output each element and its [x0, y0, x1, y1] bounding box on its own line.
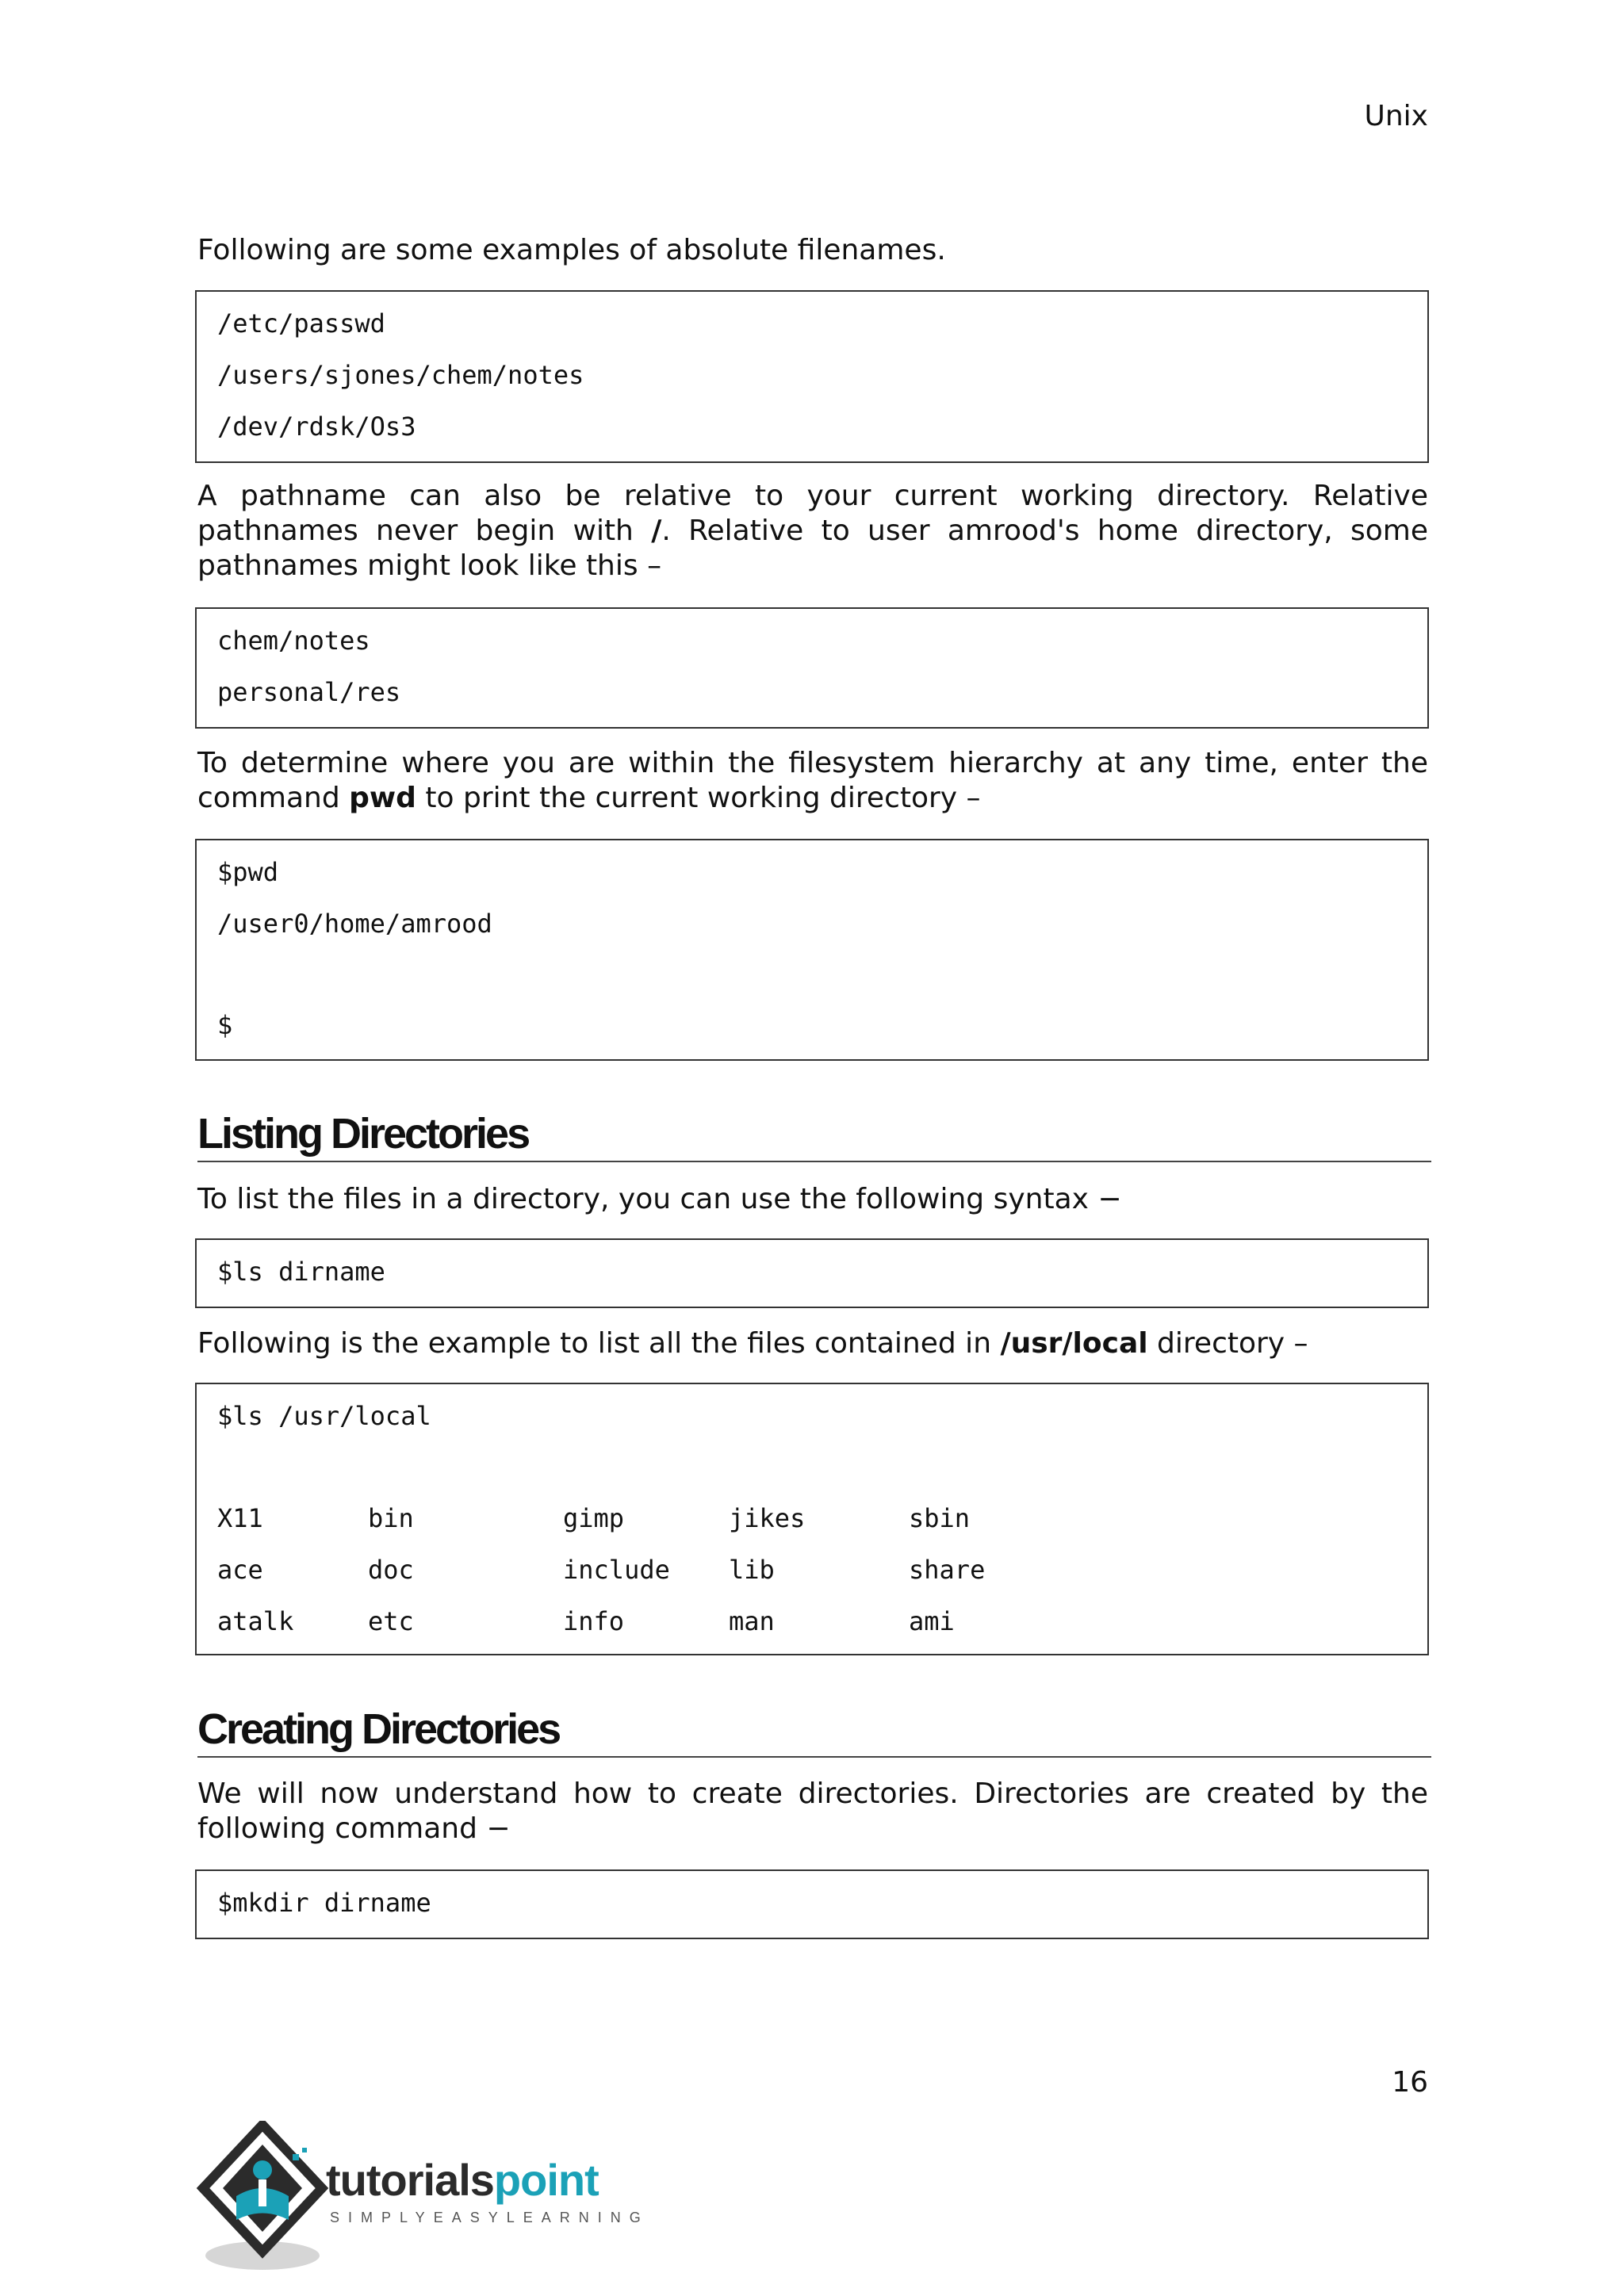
running-header: Unix: [1364, 100, 1428, 132]
code-block-ls-usr-local: [195, 1383, 1429, 1655]
intro-paragraph: Following are some examples of absolute filenames.: [197, 234, 946, 266]
section-heading-creating: Creating Directories: [197, 1705, 1431, 1758]
code-block-absolute-paths: [195, 290, 1429, 463]
listing-cell: X11: [217, 1503, 263, 1533]
listing-cell: man: [729, 1606, 775, 1636]
pwd-paragraph: To determine where you are within the filesystem hierarchy at any time, enter the command pwd to print the current working directory –: [197, 747, 1428, 814]
listing-cell: ami: [909, 1606, 955, 1636]
page-number: 16: [1392, 2066, 1428, 2099]
listing-cell: gimp: [563, 1503, 625, 1533]
listing-row: [217, 1503, 1010, 1535]
code-line: $ls dirname: [217, 1257, 385, 1287]
listing-cell: atalk: [217, 1606, 294, 1636]
code-block-relative-paths: [195, 607, 1429, 729]
code-block-ls: [195, 1238, 1429, 1308]
listing-paragraph: To list the files in a directory, you can use the following syntax −: [197, 1183, 1122, 1215]
code-line: personal/res: [217, 677, 401, 707]
listing-cell: include: [563, 1555, 670, 1585]
relative-paragraph: A pathname can also be relative to your current working directory. Relative pathnames never begin with /. Relative to user amrood's home directory, some pathnames might look like this –: [197, 480, 1429, 582]
logo-tagline: SIMPLYEASYLEARNING: [330, 2210, 649, 2225]
code-line: $mkdir dirname: [217, 1888, 431, 1918]
listing-cell: lib: [729, 1555, 775, 1585]
listing-cell: doc: [368, 1555, 414, 1585]
listing-cell: bin: [368, 1503, 414, 1533]
code-line: $: [217, 1010, 233, 1040]
example-paragraph: Following is the example to list all the files contained in /usr/local directory –: [197, 1327, 1308, 1360]
listing-cell: etc: [368, 1606, 414, 1636]
listing-cell: info: [563, 1606, 625, 1636]
listing-cell: sbin: [909, 1503, 971, 1533]
code-line: /user0/home/amrood: [217, 909, 492, 939]
tutorialspoint-logo: [195, 2121, 687, 2279]
section-heading-listing: Listing Directories: [197, 1110, 1431, 1162]
code-block-mkdir: [195, 1869, 1429, 1939]
code-line: /etc/passwd: [217, 308, 385, 339]
code-line: /users/sjones/chem/notes: [217, 360, 584, 390]
code-line: $pwd: [217, 857, 279, 887]
listing-cell: jikes: [729, 1503, 806, 1533]
code-line: /dev/rdsk/Os3: [217, 411, 416, 442]
creating-paragraph: We will now understand how to create directories. Directories are created by the following command −: [197, 1777, 1428, 1845]
code-block-pwd: [195, 839, 1429, 1061]
code-line: $ls /usr/local: [217, 1401, 431, 1431]
listing-cell: share: [909, 1555, 986, 1585]
logo-wordmark: tutorialspoint: [326, 2155, 599, 2205]
code-line: chem/notes: [217, 626, 370, 656]
listing-row: [217, 1606, 1010, 1638]
listing-cell: ace: [217, 1555, 263, 1585]
listing-row: [217, 1555, 1010, 1586]
